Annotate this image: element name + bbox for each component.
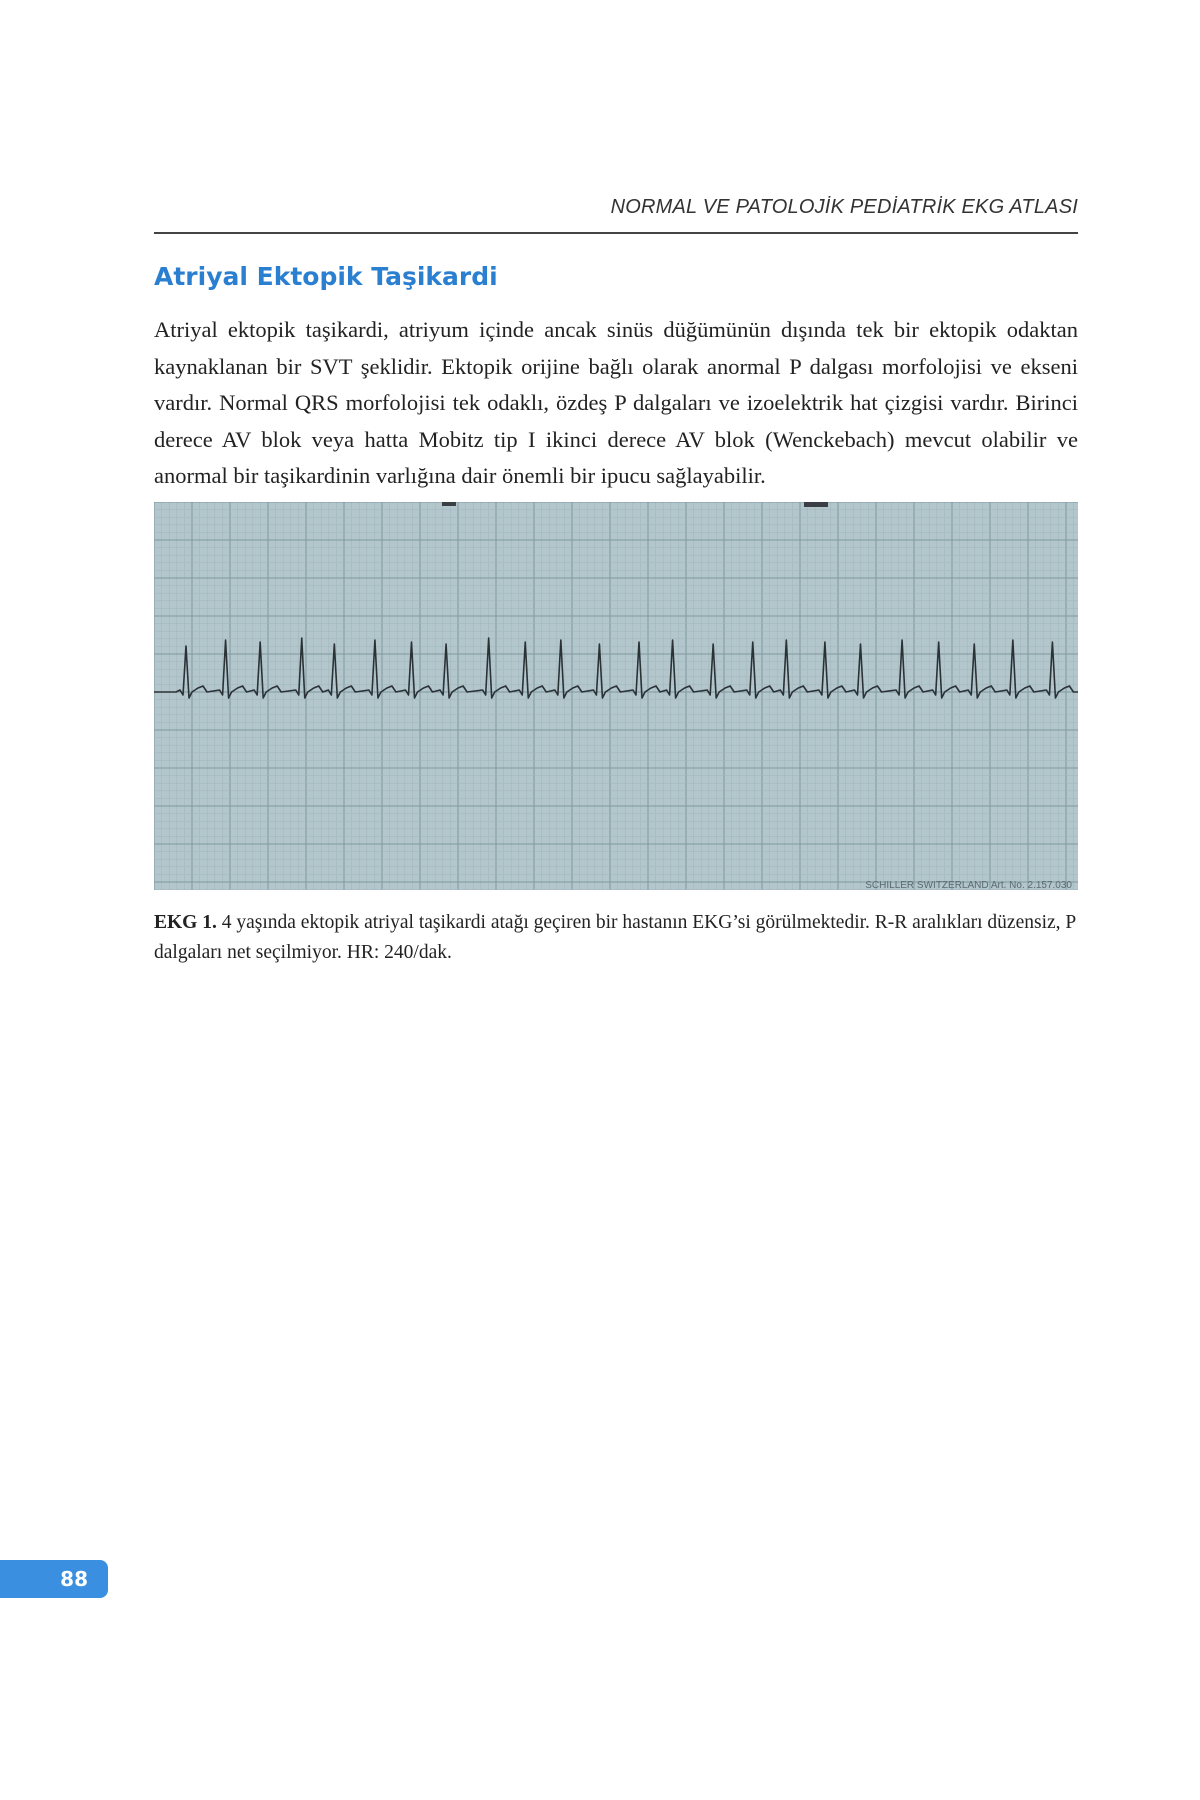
section-title: Atriyal Ektopik Taşikardi: [154, 262, 498, 291]
ecg-paper-imprint: SCHILLER SWITZERLAND Art. No. 2.157.030: [865, 880, 1072, 890]
body-paragraph: Atriyal ektopik taşikardi, atriyum içinde ancak sinüs düğümünün dışında tek bir ektopik odaktan kaynaklanan bir SVT şeklidir. Ektopik orijine bağlı olarak anormal P dalgası morfolojisi ve ekseni vardır. Normal QRS morfolojisi tek odaklı, özdeş P dalgaları ve izoelektrik hat çizgisi vardır. Birinci derece AV blok veya hatta Mobitz tip I ikinci derece AV blok (Wenckebach) mevcut olabilir ve anormal bir taşikardinin varlığına dair önemli bir ipucu sağlayabilir.: [154, 317, 1078, 489]
caption-text: 4 yaşında ektopik atriyal taşikardi atağı geçiren bir hastanın EKG’si görülmektedir. R-R aralıkları düzensiz, P dalgaları net seçilmiyor. HR: 240/dak.: [154, 912, 1076, 963]
running-header: NORMAL VE PATOLOJİK PEDİATRİK EKG ATLASI: [610, 196, 1078, 218]
page-number-tab: [0, 1560, 108, 1598]
ecg-strip-figure: [154, 502, 1078, 890]
figure-caption: [154, 908, 1078, 968]
ecg-strip-marker: [442, 502, 456, 506]
caption-label: EKG 1.: [154, 912, 217, 933]
header-rule: [154, 232, 1078, 234]
ecg-strip-marker: [804, 502, 828, 507]
ecg-strip: [154, 502, 1078, 890]
page-number: 88: [60, 1567, 88, 1591]
ecg-paper: [154, 502, 1078, 890]
